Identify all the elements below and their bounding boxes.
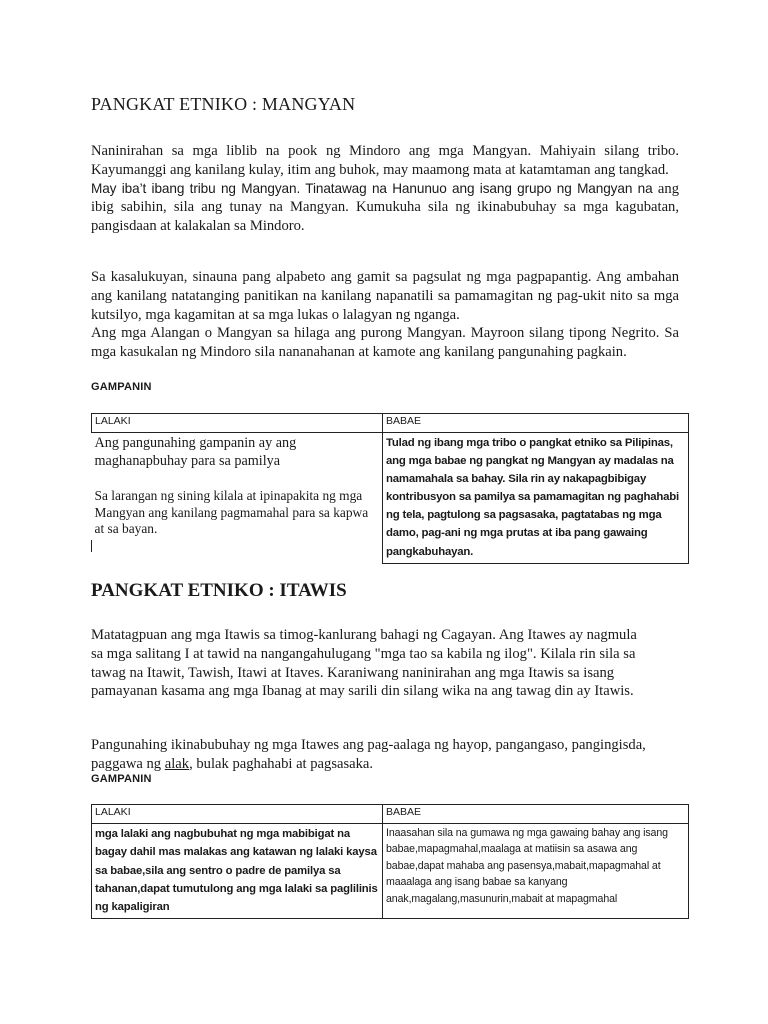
itawis-lalaki-cell: mga lalaki ang nagbubuhat ng mga mabibigat na bagay dahil mas malakas ang katawan ng lalaki kaysa sa babae,sila ang sentro o padre de pamilya sa tahanan,dapat tumutulong ang mga lalaki sa paglilinis ng kapaligiran: [92, 824, 383, 919]
table-header-lalaki: LALAKI: [92, 414, 383, 433]
mangyan-lalaki-role-2: Sa larangan ng sining kilala at ipinapakita ng mga Mangyan ang kanilang pagmamahal para sa kapwa at sa bayan.: [94, 488, 369, 537]
table-left-edge-mark: [91, 540, 92, 552]
gampanin-label-itawis: GAMPANIN: [91, 773, 152, 785]
mangyan-babae-cell: Tulad ng ibang mga tribo o pangkat etniko sa Pilipinas, ang mga babae ng pangkat ng Mangyan ay madalas na namamahala sa bahay. Sila rin ay nakapagbibigay kontribusyon sa pamilya sa pamamagitan ng paghahabi ng tela, pagtulong sa pagsasaka, pagtatabas ng mga damo, pag-ani ng mga prutas at iba pang gawaing pangkabuhayan.: [383, 433, 689, 564]
table-header-lalaki: LALAKI: [92, 805, 383, 824]
mangyan-paragraph-2: [91, 268, 679, 362]
itawis-paragraph-2: [91, 736, 651, 774]
itawis-babae-cell: Inaasahan sila na gumawa ng mga gawaing bahay ang isang babae,mapagmahal,maalaga at matiisin sa asawa ang babae,dapat mahaba ang pasensya,mabait,mapagmahal at maaalaga ang isang babae sa kanyang anak,magalang,masunurin,mabait at mapagmahal: [383, 824, 689, 919]
mangyan-paragraph-1-alt-font: May iba’t ibang tribu ng Mangyan. Tinatawag na Hanunuo ang isang grupo ng Mangyan na: [91, 180, 653, 196]
mangyan-paragraph-1-rest: ang ibig sabihin, sila ang tunay na Mangyan. Kumukuha sila ng ikinabubuhay sa mga kagubatan, pangisdaan at kalakalan sa Mindoro.: [91, 180, 679, 235]
alak-link[interactable]: alak: [164, 755, 190, 772]
mangyan-paragraph-2b: Ang mga Alangan o Mangyan sa hilaga ang purong Mangyan. Mayroon silang tipong Negrito. Sa mga kasukalan ng Mindoro sila nananahanan at kamote ang kanilang pangunahing pagkain.: [91, 325, 679, 361]
gampanin-label-mangyan: GAMPANIN: [91, 381, 152, 393]
itawis-paragraph-2-start: Pangunahing ikinabubuhay ng mga Itawes ang pag-aalaga ng hayop, pangangaso, pangingisda, paggawa ng: [91, 737, 646, 772]
mangyan-roles-table: [91, 413, 689, 564]
itawis-paragraph-2-end: , bulak paghahabi at pagsasaka.: [189, 755, 374, 772]
mangyan-paragraph-1-text: Naninirahan sa mga liblib na pook ng Mindoro ang mga Mangyan. Mahiyain silang tribo. Kayumanggi ang kanilang kulay, itim ang buhok, may maamong mata at katamtaman ang tangkad.: [91, 143, 679, 178]
mangyan-paragraph-1: [91, 142, 679, 236]
table-header-babae: BABAE: [383, 805, 689, 824]
mangyan-lalaki-cell: [92, 433, 383, 564]
table-header-babae: BABAE: [383, 414, 689, 433]
section-title-itawis: PANGKAT ETNIKO : ITAWIS: [91, 580, 347, 601]
section-title-mangyan: PANGKAT ETNIKO : MANGYAN: [91, 94, 356, 114]
itawis-roles-table: [91, 804, 689, 919]
mangyan-lalaki-role-1: Ang pangunahing gampanin ay ang maghanapbuhay para sa pamilya: [94, 435, 297, 470]
mangyan-paragraph-2a: Sa kasalukuyan, sinauna pang alpabeto ang gamit sa pagsulat ng mga pagpapantig. Ang ambahan ang kanilang natatanging panitikan na kanilang napanatili sa pamamagitan ng pag-ukit nito sa mga kutsilyo, mga kagamitan at sa mga lukas o lalagyan ng nganga.: [91, 269, 679, 323]
itawis-paragraph-1: Matatagpuan ang mga Itawis sa timog-kanlurang bahagi ng Cagayan. Ang Itawes ay nagmula sa mga salitang I at tawid na nangangahulugang "mga tao sa kabila ng ilog". Kilala rin sila sa tawag na Itawit, Tawish, Itawi at Itaves. Karaniwang naninirahan ang mga Itawis sa isang pamayanan kasama ang mga Ibanag at may sarili din silang wika na ang tawag din ay Itawis.: [91, 627, 637, 700]
